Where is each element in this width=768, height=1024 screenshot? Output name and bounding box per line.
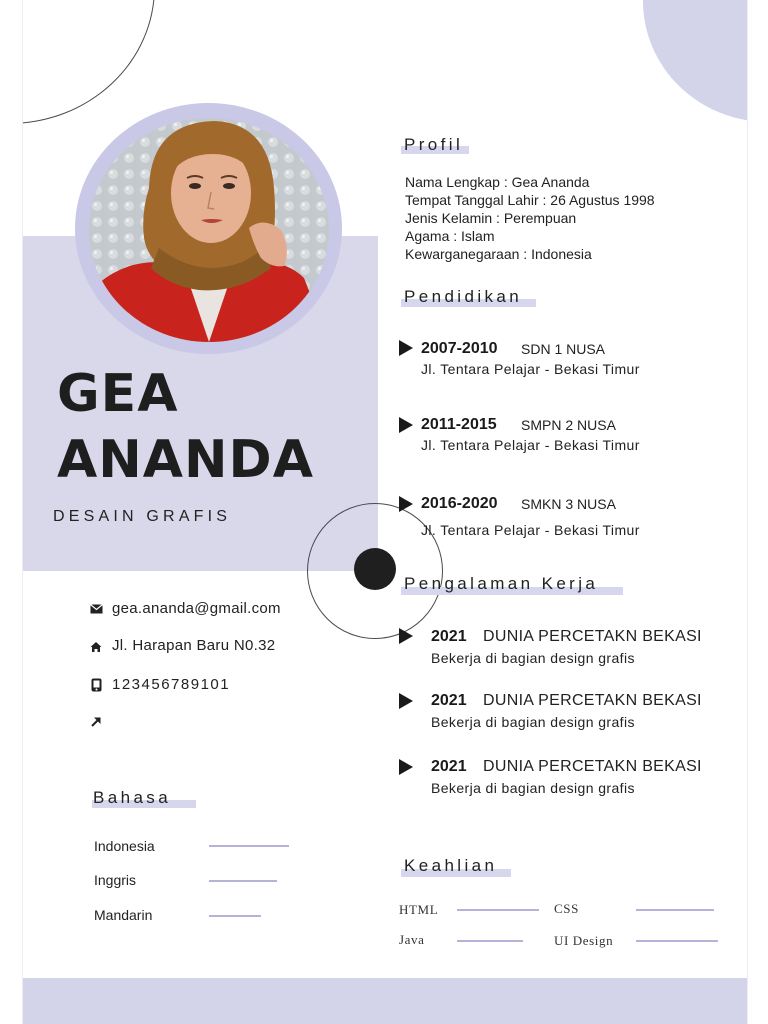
profile-line: Kewarganegaraan : Indonesia — [405, 246, 592, 262]
play-triangle-icon — [399, 693, 413, 709]
profile-line: Nama Lengkap : Gea Ananda — [405, 174, 590, 190]
decorative-circle-top-right — [643, 0, 748, 122]
profile-line: Tempat Tanggal Lahir : 26 Agustus 1998 — [405, 192, 655, 208]
footer-bar — [23, 978, 747, 1024]
job-title: DESAIN GRAFIS — [53, 508, 232, 525]
email-text[interactable]: gea.ananda@gmail.com — [112, 600, 281, 617]
skill-item-css: CSS — [554, 901, 579, 916]
experience-heading: Pengalaman Kerja — [404, 574, 599, 593]
education-school: SMKN 3 NUSA — [521, 496, 616, 512]
experience-company: DUNIA PERCETAKN BEKASI — [483, 628, 702, 645]
education-years: 2007-2010 — [421, 340, 498, 357]
experience-description: Bekerja di bagian design grafis — [431, 714, 635, 730]
language-level-bar — [209, 915, 261, 917]
decorative-arc-top-left — [22, 0, 155, 124]
home-icon — [89, 640, 103, 654]
education-years: 2016-2020 — [421, 495, 498, 512]
experience-year: 2021 — [431, 628, 467, 645]
experience-description: Bekerja di bagian design grafis — [431, 650, 635, 666]
education-school: SMPN 2 NUSA — [521, 417, 616, 433]
play-triangle-icon — [399, 417, 413, 433]
skill-item-java: Java — [399, 932, 425, 947]
language-item-indonesia: Indonesia — [94, 838, 155, 854]
decorative-dot — [354, 548, 396, 590]
experience-company: DUNIA PERCETAKN BEKASI — [483, 692, 702, 709]
language-item-inggris: Inggris — [94, 872, 137, 888]
experience-company: DUNIA PERCETAKN BEKASI — [483, 758, 702, 775]
phone-icon — [89, 678, 103, 692]
languages-heading: Bahasa — [93, 788, 172, 807]
language-level-bar — [209, 880, 277, 882]
language-item-mandarin: Mandarin — [94, 907, 153, 923]
education-years: 2011-2015 — [421, 416, 497, 433]
play-triangle-icon — [399, 759, 413, 775]
skill-item-html: HTML — [399, 902, 439, 917]
education-address: Jl. Tentara Pelajar - Bekasi Timur — [421, 361, 640, 377]
address-text: Jl. Harapan Baru N0.32 — [112, 637, 276, 654]
skills-heading: Keahlian — [404, 856, 498, 875]
education-address: Jl. Tentara Pelajar - Bekasi Timur — [421, 522, 640, 538]
envelope-icon — [89, 602, 103, 616]
education-school: SDN 1 NUSA — [521, 341, 606, 357]
last-name: ANANDA — [57, 430, 314, 490]
skill-level-bar — [457, 940, 523, 942]
cv-page — [22, 0, 748, 1024]
experience-year: 2021 — [431, 692, 467, 709]
first-name: GEA — [57, 364, 179, 424]
education-heading: Pendidikan — [404, 287, 523, 306]
experience-year: 2021 — [431, 758, 467, 775]
skill-item-ui-design: UI Design — [554, 933, 614, 948]
play-triangle-icon — [399, 496, 413, 512]
profile-line: Agama : Islam — [405, 228, 495, 244]
play-triangle-icon — [399, 340, 413, 356]
skill-level-bar — [636, 940, 718, 942]
skill-level-bar — [636, 909, 714, 911]
portrait-illustration — [89, 118, 329, 342]
profile-photo — [89, 118, 329, 342]
education-address: Jl. Tentara Pelajar - Bekasi Timur — [421, 437, 640, 453]
experience-description: Bekerja di bagian design grafis — [431, 780, 635, 796]
phone-text: 123456789101 — [112, 676, 231, 693]
profile-heading: Profil — [404, 135, 464, 154]
language-level-bar — [209, 845, 289, 847]
play-triangle-icon — [399, 628, 413, 644]
skill-level-bar — [457, 909, 539, 911]
arrow-up-right-icon[interactable] — [89, 714, 103, 728]
profile-line: Jenis Kelamin : Perempuan — [405, 210, 577, 226]
